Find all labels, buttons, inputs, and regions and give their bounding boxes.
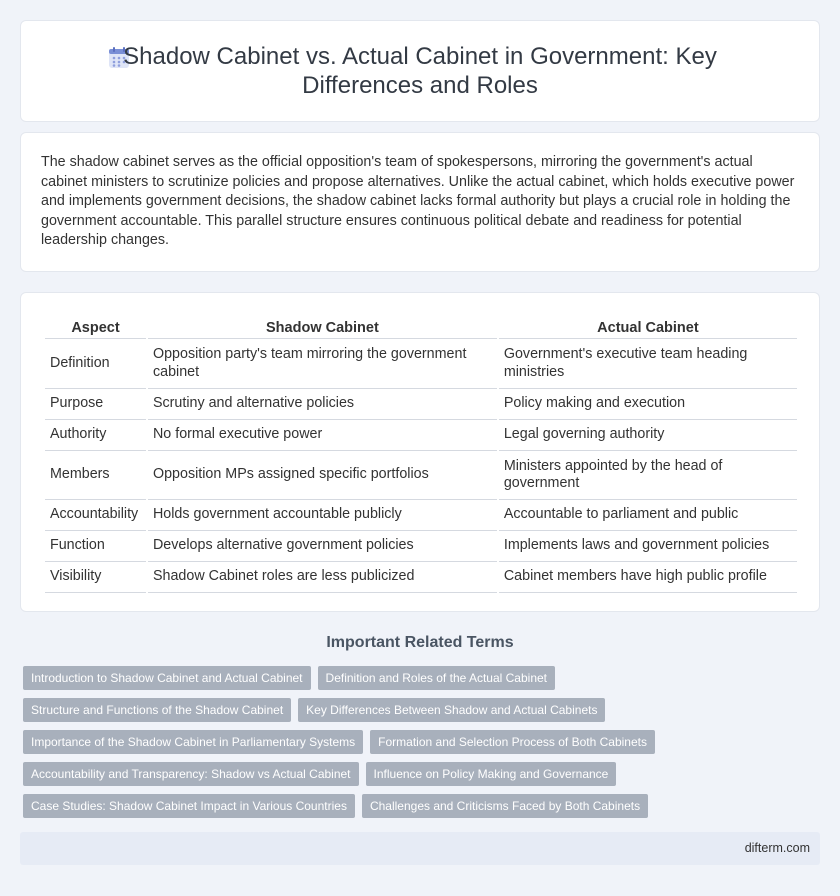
related-term-tag[interactable]: Challenges and Criticisms Faced by Both Cabinets: [362, 794, 648, 818]
actual-cabinet-cell: Accountable to parliament and public: [499, 500, 797, 531]
related-terms-list: [23, 666, 823, 826]
related-term-tag[interactable]: Case Studies: Shadow Cabinet Impact in Various Countries: [23, 794, 355, 818]
actual-cabinet-cell: Ministers appointed by the head of government: [499, 451, 797, 500]
related-term-tag[interactable]: Importance of the Shadow Cabinet in Parliamentary Systems: [23, 730, 363, 754]
aspect-cell: Accountability: [45, 500, 146, 531]
intro-paragraph: The shadow cabinet serves as the official opposition's team of spokespersons, mirroring the government's actual cabinet ministers to scrutinize policies and propose alternatives. Unlike the actual cabinet, which holds executive power and implements government decisions, the shadow cabinet lacks formal authority but plays a crucial role in holding the government accountable. This parallel structure ensures continuous political debate and readiness for potential leadership changes.: [41, 154, 795, 248]
aspect-cell: Purpose: [45, 389, 146, 420]
footer: [20, 832, 820, 865]
actual-cabinet-cell: Government's executive team heading ministries: [499, 339, 797, 389]
related-term-tag[interactable]: Key Differences Between Shadow and Actual Cabinets: [298, 698, 605, 722]
shadow-cabinet-cell: Shadow Cabinet roles are less publicized: [148, 562, 497, 593]
actual-cabinet-cell: Legal governing authority: [499, 420, 797, 451]
page-title: Shadow Cabinet vs. Actual Cabinet in Government: Key Differences and Roles: [123, 43, 717, 99]
column-header-shadow-cabinet: Shadow Cabinet: [148, 315, 497, 339]
shadow-cabinet-cell: Opposition MPs assigned specific portfolios: [148, 451, 497, 500]
related-term-tag[interactable]: Formation and Selection Process of Both Cabinets: [370, 730, 655, 754]
site-link[interactable]: difterm.com: [744, 841, 810, 855]
table-row: [45, 389, 797, 420]
shadow-cabinet-cell: Holds government accountable publicly: [148, 500, 497, 531]
intro-card: [20, 132, 820, 272]
related-term-tag[interactable]: Definition and Roles of the Actual Cabinet: [318, 666, 555, 690]
aspect-cell: Visibility: [45, 562, 146, 593]
column-header-aspect: Aspect: [45, 315, 146, 339]
related-term-tag[interactable]: Introduction to Shadow Cabinet and Actual Cabinet: [23, 666, 311, 690]
shadow-cabinet-cell: Develops alternative government policies: [148, 531, 497, 562]
related-terms-title: Important Related Terms: [326, 634, 514, 651]
table-row: [45, 531, 797, 562]
aspect-cell: Definition: [45, 339, 146, 389]
header-card: [20, 20, 820, 122]
actual-cabinet-cell: Implements laws and government policies: [499, 531, 797, 562]
table-row: [45, 420, 797, 451]
shadow-cabinet-cell: Scrutiny and alternative policies: [148, 389, 497, 420]
aspect-cell: Members: [45, 451, 146, 500]
related-term-tag[interactable]: Structure and Functions of the Shadow Cabinet: [23, 698, 291, 722]
table-header-row: [45, 315, 797, 339]
actual-cabinet-cell: Cabinet members have high public profile: [499, 562, 797, 593]
table-row: [45, 339, 797, 389]
aspect-cell: Authority: [45, 420, 146, 451]
table-row: [45, 500, 797, 531]
aspect-cell: Function: [45, 531, 146, 562]
comparison-table: [43, 315, 799, 593]
shadow-cabinet-cell: Opposition party's team mirroring the government cabinet: [148, 339, 497, 389]
related-term-tag[interactable]: Influence on Policy Making and Governance: [366, 762, 617, 786]
table-row: [45, 451, 797, 500]
shadow-cabinet-cell: No formal executive power: [148, 420, 497, 451]
related-term-tag[interactable]: Accountability and Transparency: Shadow vs Actual Cabinet: [23, 762, 359, 786]
comparison-table-card: [20, 292, 820, 612]
actual-cabinet-cell: Policy making and execution: [499, 389, 797, 420]
column-header-actual-cabinet: Actual Cabinet: [499, 315, 797, 339]
table-row: [45, 562, 797, 593]
